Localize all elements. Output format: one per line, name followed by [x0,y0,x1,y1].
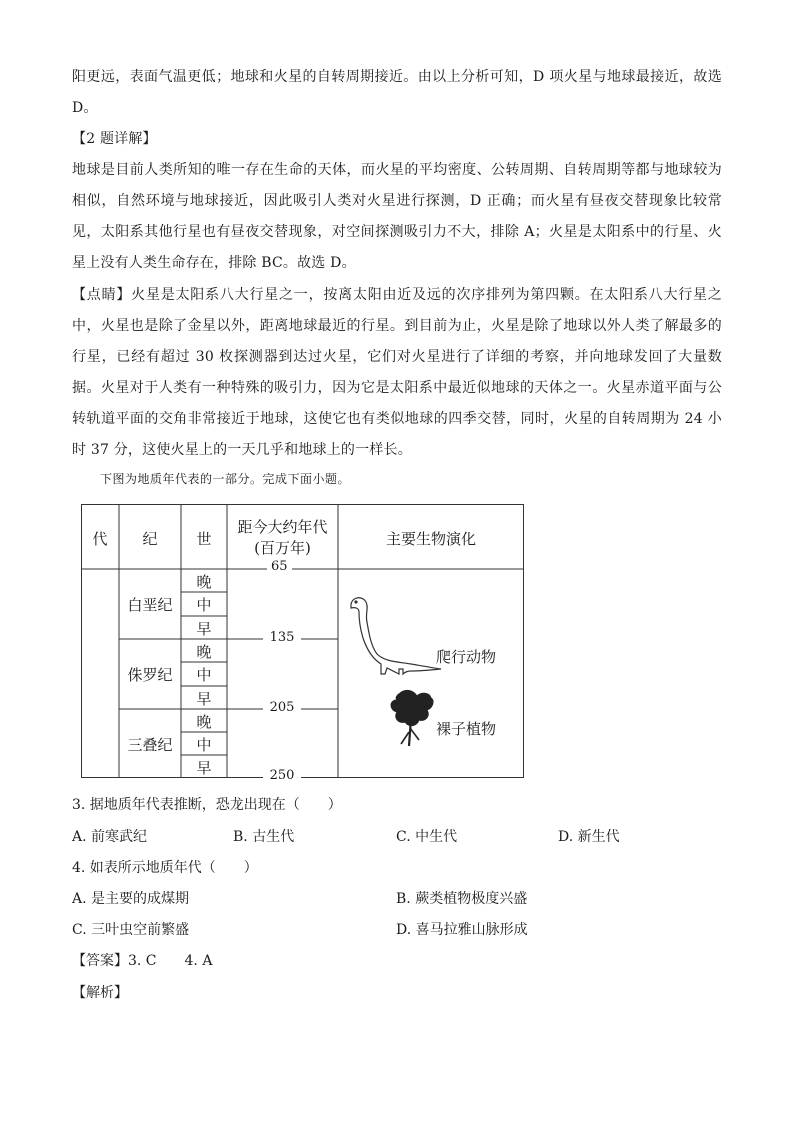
age-label-65: 65 [267,559,292,574]
period-jurassic: 侏罗纪 [127,666,173,684]
age-label-205: 205 [269,700,295,715]
epoch-cell: 晚 [196,713,212,731]
epoch-cell: 中 [196,736,212,754]
epoch-cell: 晚 [196,643,212,661]
question-3-stem: 3. 据地质年代表推断，恐龙出现在（ ） [72,797,342,813]
epoch-cell: 中 [196,596,212,614]
q3-option-d[interactable]: D. 新生代 [558,829,620,845]
geologic-time-table [81,504,524,783]
tip-text: 火星是太阳系八大行星之一，按离太阳由近及远的次序排列为第四颗。在太阳系八大行星之中，火星也是除了金星以外，距离地球最近的行星。到目前为止，火星是除了地球以外人类了解最多的行星，已经有超过 30 枚探测器到达过火星，它们对火星进行了详细的考察，并向地球发回了大量数据。火星对于人类有一种特殊的吸引力，因为它是太阳系中最近似地球的天体之一。火星赤道平面与公转轨道平面的交角非常接近于地球，这使它也有类似地球的四季交替，同时，火星的自转周期为 24 小时 37 分，这使火星上的一天几乎和地球上的一样长。 [72,287,722,458]
period-triassic: 三叠纪 [127,736,173,754]
q4-option-b[interactable]: B. 蕨类植物极度兴盛 [396,891,528,907]
bio-reptile-label: 爬行动物 [436,648,497,666]
answer-values: 3. C 4. A [128,953,213,969]
dinosaur-icon [351,598,441,674]
epoch-cell: 早 [196,759,212,777]
header-age-unit: (百万年) [254,539,311,557]
answer-label: 【答案】 [72,953,128,969]
epoch-cell: 早 [196,690,212,708]
analysis-heading: 【解析】 [72,985,128,1001]
answer-line [72,950,212,970]
question-4-stem: 4. 如表所示地质年代（ ） [72,860,258,876]
paragraph-continuation: 阳更远，表面气温更低；地球和火星的自转周期接近。由以上分析可知，D 项火星与地球最接近，故选 D。 [72,69,722,116]
header-period: 纪 [142,530,158,548]
header-bio: 主要生物演化 [385,530,476,548]
q3-option-b[interactable]: B. 古生代 [233,829,295,845]
q4-option-a[interactable]: A. 是主要的成煤期 [72,891,190,907]
bio-gymnosperm-label: 裸子植物 [436,720,497,738]
paragraph-tip [72,280,722,466]
age-label-135: 135 [269,630,295,645]
epoch-cell: 晚 [196,573,212,591]
header-epoch: 世 [196,530,212,548]
paragraph-q2-detail: 地球是目前人类所知的唯一存在生命的天体，而火星的平均密度、公转周期、自转周期等都与地球较为相似，自然环境与地球接近，因此吸引人类对火星进行探测，D 正确；而火星有昼夜交替现象比较常见，太阳系其他行星也有昼夜交替现象，对空间探测吸引力不大，排除 A；火星是太阳系中的行星、火星上没有人类生命存在，排除 BC。故选 D。 [72,162,722,271]
section-heading-q2: 【2 题详解】 [72,131,157,147]
table-intro: 下图为地质年代表的一部分。完成下面小题。 [100,472,351,486]
plant-icon [391,690,433,746]
header-era: 代 [92,530,108,548]
age-label-250: 250 [263,768,301,783]
epoch-cell: 早 [196,620,212,638]
q3-option-c[interactable]: C. 中生代 [396,829,458,845]
period-cretaceous: 白垩纪 [127,596,173,614]
header-age: 距今大约年代 [237,518,328,536]
q4-option-d[interactable]: D. 喜马拉雅山脉形成 [396,922,528,938]
epoch-cell: 中 [196,666,212,684]
tip-label: 【点睛】 [72,287,132,303]
q3-option-a[interactable]: A. 前寒武纪 [72,829,148,845]
q4-option-c[interactable]: C. 三叶虫空前繁盛 [72,922,190,938]
